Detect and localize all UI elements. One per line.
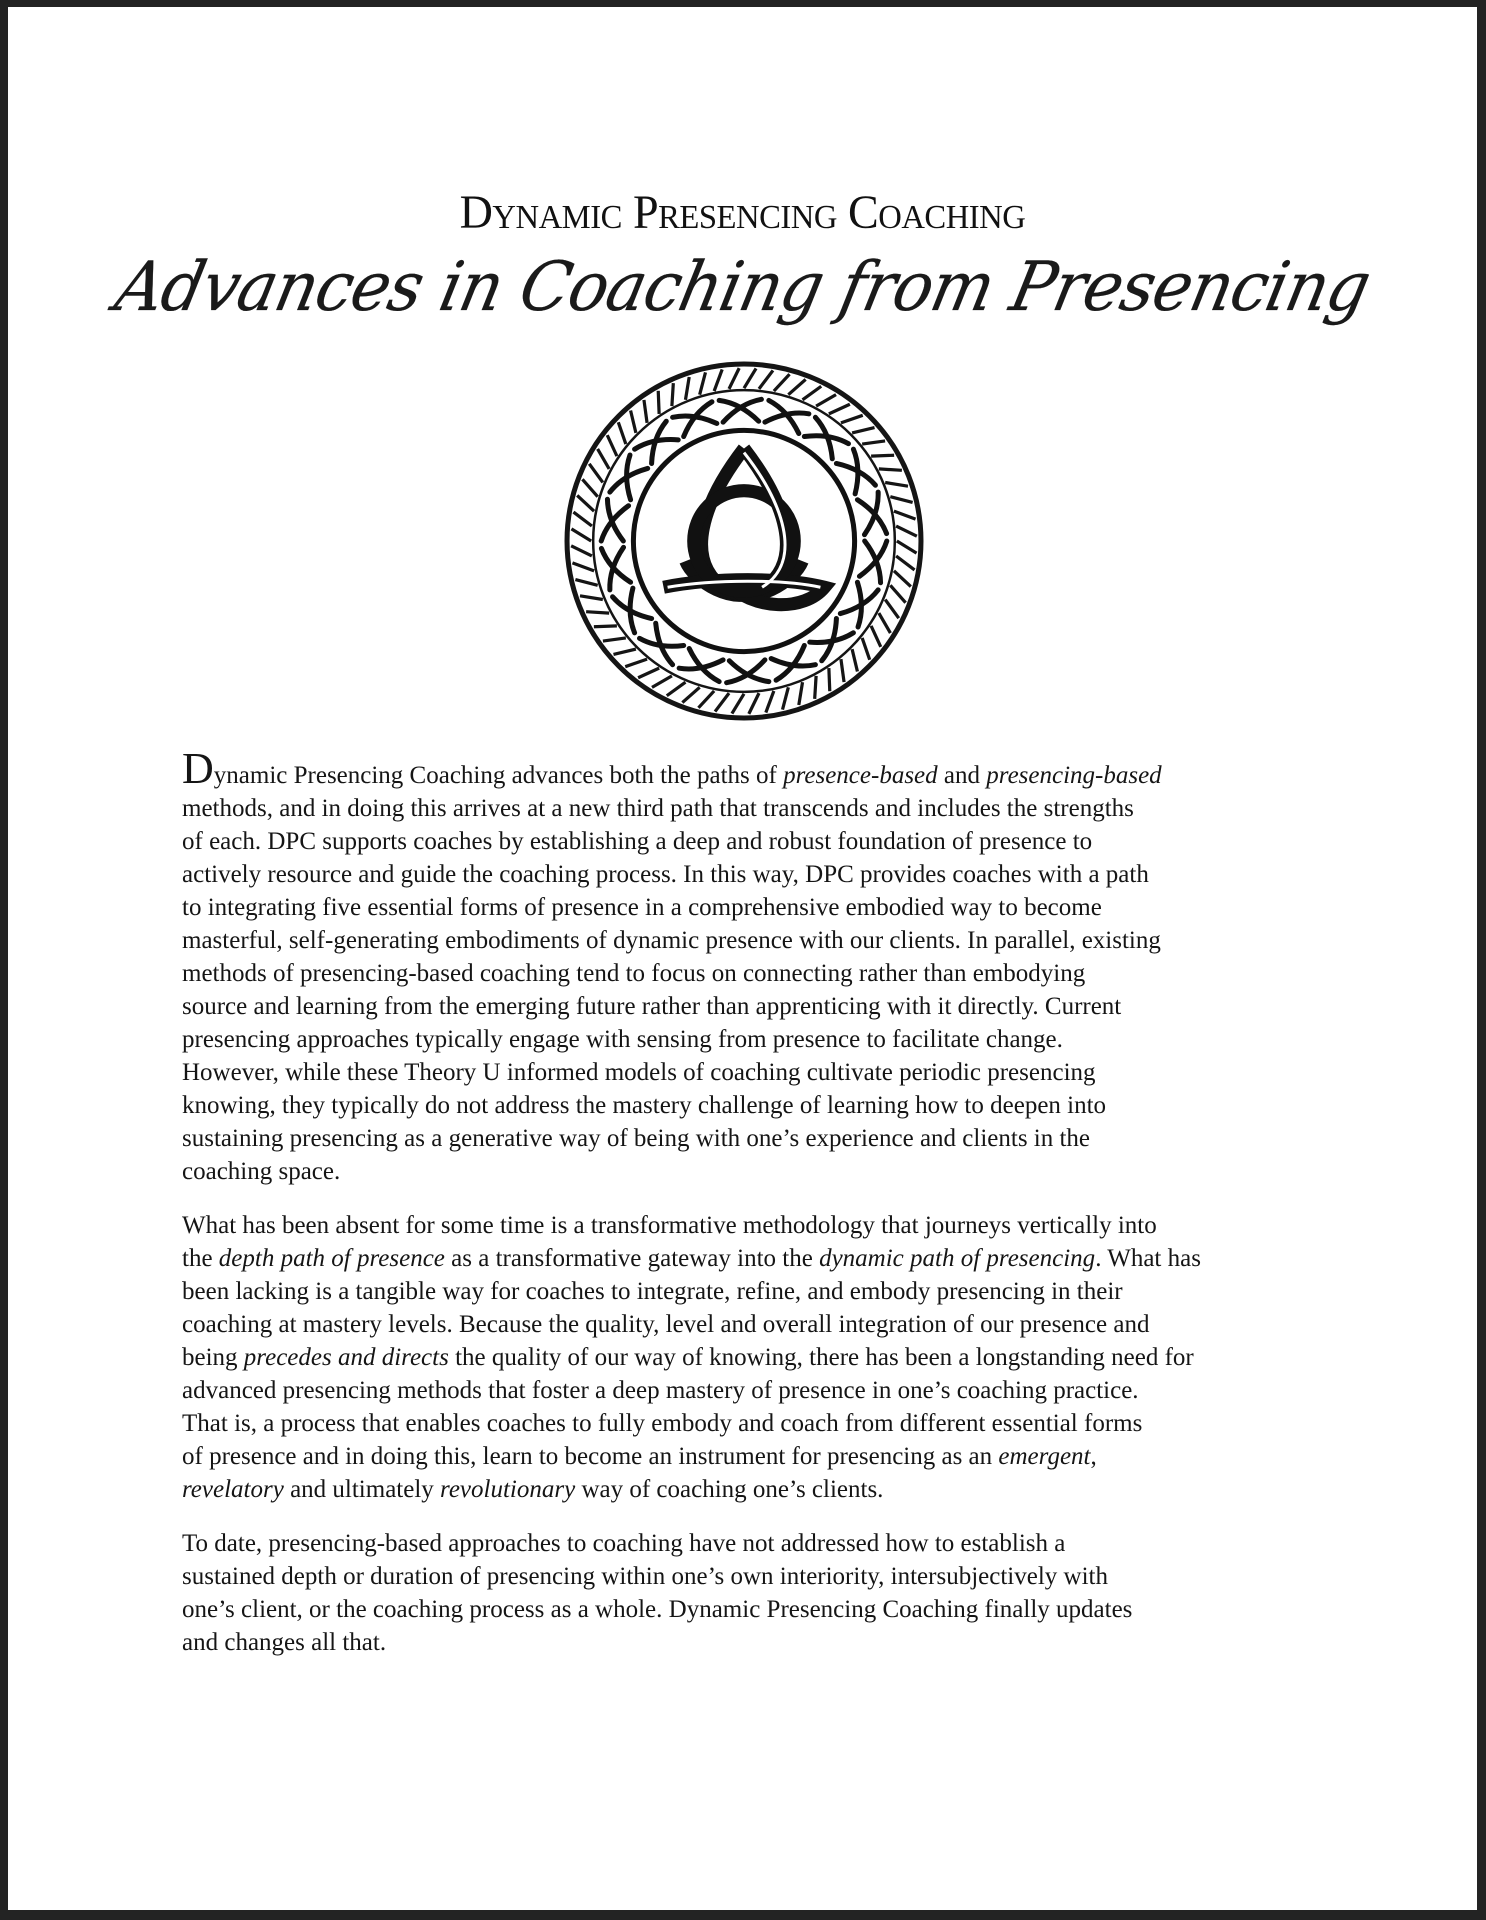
italic-phrase: presencing-based [986,762,1162,789]
italic-phrase: presence-based [783,762,938,789]
text-run: the [182,1245,219,1272]
text-run: of presence and in doing this, learn to become an instrument for presencing as an [182,1443,999,1470]
text-line [182,1155,1312,1188]
rope-strand [879,469,902,470]
rope-strand [871,455,894,456]
document-page [8,7,1477,1910]
text-line [182,1242,1312,1275]
text-line [182,924,1312,957]
text-run: presencing approaches typically engage with sensing from presence to facilitate change. [182,1026,1063,1053]
text-run: knowing, they typically do not address the mastery challenge of learning how to deepen into [182,1092,1107,1119]
text-run: been lacking is a tangible way for coaches to integrate, refine, and embody presencing in their [182,1278,1123,1305]
text-line [182,1089,1312,1122]
text-line [182,1440,1312,1473]
rope-strand [594,626,617,627]
text-line [182,1023,1312,1056]
text-line [182,957,1312,990]
text-line [182,858,1312,891]
text-line [182,990,1312,1023]
body-text [182,744,1312,1680]
text-run: and changes all that. [182,1629,387,1656]
text-line [182,1407,1312,1440]
text-line [182,1374,1312,1407]
text-line [182,1560,1312,1593]
text-line [182,891,1312,924]
text-run: and [937,762,987,789]
text-run: of each. DPC supports coaches by establishing a deep and robust foundation of presence to [182,828,1093,855]
document-title: Dynamic Presencing Coaching [459,186,1026,239]
body-paragraph [182,1209,1312,1506]
text-run: the quality of our way of knowing, there has been a longstanding need for [448,1344,1194,1371]
drop-cap: D [182,744,214,793]
text-line [182,744,1312,793]
italic-phrase: dynamic path of presencing [819,1245,1096,1272]
text-run: To date, presencing-based approaches to coaching have not addressed how to establish a [182,1530,1066,1557]
text-run: to integrating five essential forms of presence in a comprehensive embodied way to become [182,894,1102,921]
text-line [182,1209,1312,1242]
text-line [182,1308,1312,1341]
text-run: sustaining presencing as a generative way of being with one’s experience and clients in the [182,1125,1091,1152]
text-run: advanced presencing methods that foster a deep mastery of presence in one’s coaching practice. [182,1377,1139,1404]
rope-strand [586,612,609,613]
document-subtitle-script: Advances in Coaching from Presencing [108,248,1377,327]
text-line [182,1473,1312,1506]
celtic-triquetra-emblem-icon [563,360,925,722]
body-paragraph [182,1527,1312,1659]
text-run: way of coaching one’s clients. [575,1476,884,1503]
text-run: being [182,1344,244,1371]
text-run: as a transformative gateway into the [444,1245,820,1272]
text-run: actively resource and guide the coaching process. In this way, DPC provides coaches with a path [182,861,1149,888]
text-run: , [1090,1443,1097,1470]
italic-phrase: precedes and directs [243,1344,449,1371]
text-line [182,1527,1312,1560]
text-line [182,1056,1312,1089]
rope-strand [658,391,659,414]
text-run: one’s client, or the coaching process as a whole. Dynamic Presencing Coaching finally updates [182,1596,1133,1623]
italic-phrase: revelatory [182,1476,284,1503]
text-run: coaching space. [182,1158,341,1185]
text-run: sustained depth or duration of presencing within one’s own interiority, intersubjectively with [182,1563,1108,1590]
text-run: ynamic Presencing Coaching advances both the paths of [213,762,784,789]
text-line [182,792,1312,825]
body-paragraph [182,744,1312,1188]
rope-strand [815,676,816,699]
rope-strand [829,668,830,691]
rope-strand [672,383,673,406]
text-run: source and learning from the emerging future rather than apprenticing with it directly. Current [182,993,1122,1020]
text-run: masterful, self-generating embodiments of dynamic presence with our clients. In parallel, existing [182,927,1161,954]
text-line [182,1626,1312,1659]
text-run: coaching at mastery levels. Because the quality, level and overall integration of our presence and [182,1311,1150,1338]
text-line [182,825,1312,858]
text-run: . What has [1095,1245,1201,1272]
text-line [182,1593,1312,1626]
text-run: methods of presencing-based coaching tend to focus on connecting rather than embodying [182,960,1086,987]
emblem-inner-ring [633,430,854,651]
text-line [182,1341,1312,1374]
text-run: That is, a process that enables coaches to fully embody and coach from different essential forms [182,1410,1143,1437]
text-run: and ultimately [283,1476,441,1503]
italic-phrase: emergent [998,1443,1091,1470]
text-line [182,1122,1312,1155]
italic-phrase: depth path of presence [218,1245,445,1272]
text-run: What has been absent for some time is a transformative methodology that journeys vertically into [182,1212,1157,1239]
text-run: methods, and in doing this arrives at a new third path that transcends and includes the strengths [182,795,1134,822]
text-line [182,1275,1312,1308]
italic-phrase: revolutionary [440,1476,576,1503]
text-run: However, while these Theory U informed models of coaching cultivate periodic presencing [182,1059,1096,1086]
